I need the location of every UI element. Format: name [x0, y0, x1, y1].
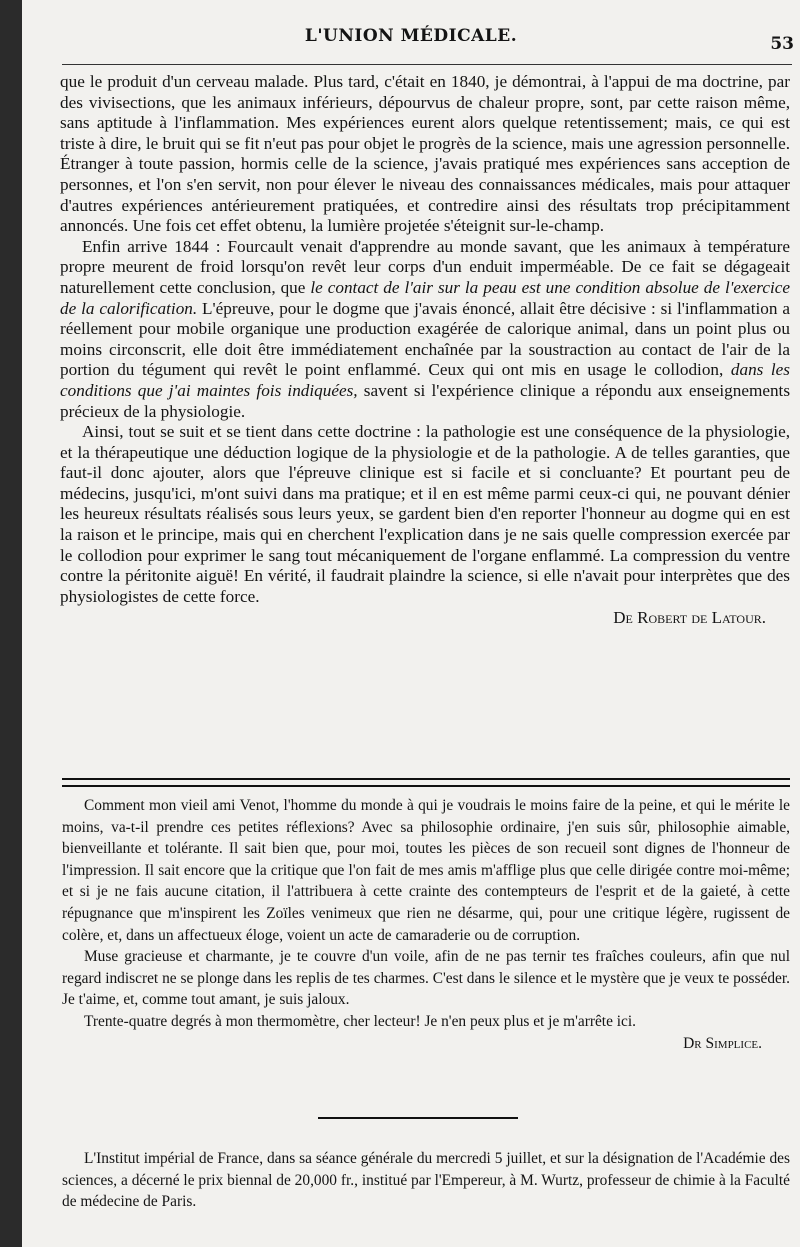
document-page: [22, 0, 800, 1247]
feuilleton-signature: Dr Simplice.: [683, 1034, 762, 1052]
feuilleton-section: [62, 795, 790, 1054]
page-header: [62, 22, 800, 52]
article-paragraph-2-text-a: Enfin arrive 1844 : Fourcault venait d'apprendre au monde savant, que les animaux à température propre meurent de froid lorsqu'on revêt leur corps d'un enduit imperméable. De ce fait se dégageait naturellement cette conclusion, que: [60, 236, 790, 297]
header-rule: [62, 64, 792, 65]
news-item: [62, 1148, 790, 1213]
article-body: [60, 72, 790, 629]
article-paragraph-2-text-c: savent si l'expérience clinique a répondu aux enseignements précieux de la physiologie.: [60, 380, 791, 421]
article-paragraph-2-italic-1: le contact de l'air sur la peau est une condition absolue de l'exercice de la calorification.: [60, 277, 790, 318]
article-paragraph-2-italic-2: dans les conditions que j'ai maintes fois indiquées,: [60, 360, 790, 400]
feuilleton-paragraph-1: Comment mon vieil ami Venot, l'homme du monde à qui je voudrais le moins faire de la peine, et qui le mérite le moins, va-t-il prendre ces petites réflexions? Avec sa philosophie ordinaire, j'en suis sûr, philosophie aimable, bienveillante et tolérante. Il sait bien que, pour moi, toutes les pièces de son recueil sont dignes de l'honneur de l'impression. Il sait encore que la critique que l'on fait de mes amis m'afflige plus que celle dirigée contre moi-même; et si je ne fais aucune citation, il l'attribuera à cette crainte des contempteurs de l'esprit et de la gaieté, à cette répugnance que m'inspirent les Zoïles venimeux que rien ne désarme, qui, pour une critique légère, rugissent de colère, et, dans un affectueux éloge, voient un acte de camaraderie ou de corruption.: [62, 797, 790, 944]
running-title: L'UNION MÉDICALE.: [304, 26, 518, 46]
article-paragraph-2-text-b: L'épreuve, pour le dogme que j'avais énoncé, allait être décisive : si l'inflammation a réellement pour mobile organique une production exagérée de calorique animal, dans un point plus ou moins circonscrit, elle doit être immédiatement enchaînée par la soustraction au contact de l'air de la portion du tégument qui revêt le point enflammé. Ceux qui ont mis en usage le collodion,: [60, 298, 790, 380]
short-divider: [318, 1117, 518, 1119]
article-signature: De Robert de Latour.: [613, 608, 766, 628]
article-paragraph-1: que le produit d'un cerveau malade. Plus tard, c'était en 1840, je démontrai, à l'appui de ma doctrine, par des vivisections, que les animaux inférieurs, dépourvus de chaleur propre, sont, par cette raison même, sans aptitude à l'inflammation. Mes expériences eurent alors quelque retentissement; mais, ce qui est triste à dire, le bruit qui se fit n'eut pas pour objet le progrès de la science, mais une agression personnelle. Étranger à toute passion, hormis celle de la science, j'avais pratiqué mes expériences sans acception de personnes, et l'on s'en servit, non pour élever le niveau des connaissances médicales, mais pour attaquer d'autres expériences antérieurement pratiquées, et contredire ainsi des résultats trop précipitamment annoncés. Une fois cet effet obtenu, la lumière projetée s'éteignit sur-le-champ.: [60, 72, 790, 236]
feuilleton-paragraph-2: Muse gracieuse et charmante, je te couvre d'un voile, afin de ne pas ternir tes fraîches couleurs, afin que nul regard indiscret ne se plonge dans les replis de tes charmes. C'est dans le silence et le mystère que je veux te posséder. Je t'aime, et, comme tout amant, je suis jaloux.: [62, 948, 790, 1009]
feuilleton-paragraph-3: Trente-quatre degrés à mon thermomètre, cher lecteur! Je n'en peux plus et je m'arrête ici.: [84, 1012, 636, 1030]
news-paragraph: L'Institut impérial de France, dans sa séance générale du mercredi 5 juillet, et sur la désignation de l'Académie des sciences, a décerné le prix biennal de 20,000 fr., institué par l'Empereur, à M. Wurtz, professeur de chimie à la Faculté de médecine de Paris.: [62, 1150, 790, 1211]
section-divider: [62, 778, 790, 787]
article-paragraph-2: [60, 237, 790, 422]
page-number: 53: [770, 34, 794, 54]
article-paragraph-3: Ainsi, tout se suit et se tient dans cette doctrine : la pathologie est une conséquence de la physiologie, et la thérapeutique une déduction logique de la physiologie et de la pathologie. A de telles garanties, que faut-il donc ajouter, alors que l'épreuve clinique est si facile et si concluante? Et pourtant peu de médecins, jusqu'ici, m'ont suivi dans ma pratique; et il en est même parmi ceux-ci qui, ne pouvant dénier les heureux résultats réalisés sous leurs yeux, se gardent bien d'en reporter l'honneur au dogme qui en est la raison et le principe, mais qui en cherchent l'explication dans je ne sais quelle compression exercée par le collodion pour exprimer le sang tout mécaniquement de l'organe enflammé. La compression du ventre contre la péritonite aiguë! En vérité, il faudrait plaindre la science, si elle n'avait pour interprètes que des physiologistes de cette force.: [60, 422, 790, 606]
